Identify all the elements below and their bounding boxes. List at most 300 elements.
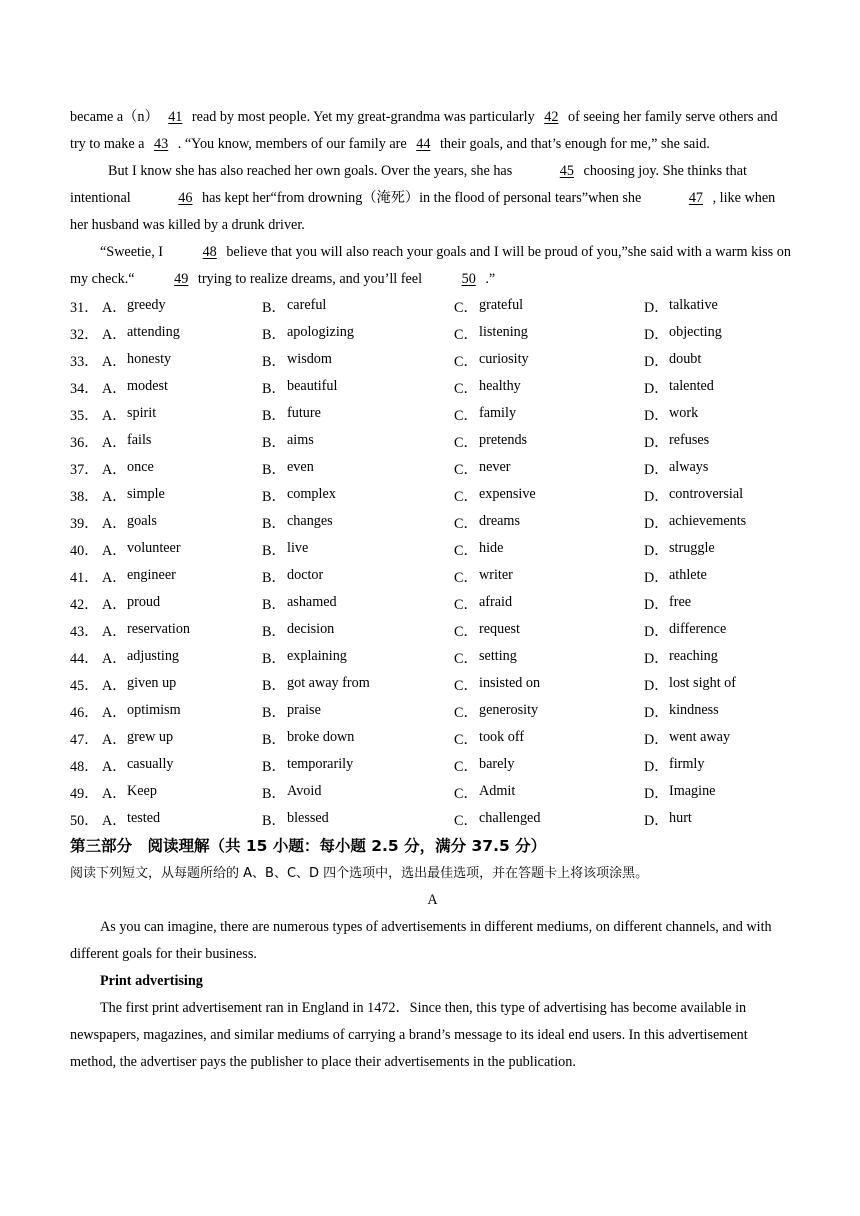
question-number: 37． [70, 461, 99, 478]
blank-45: 45 [559, 163, 574, 179]
option-letter: D． [644, 569, 669, 586]
option-letter: D． [644, 704, 669, 721]
question-number: 41． [70, 569, 99, 586]
option-letter: D． [644, 299, 669, 316]
option-a [102, 675, 262, 695]
option-text: talkative [669, 296, 718, 313]
cloze-paragraph-1: became a（n） 41 read by most people. Yet my great-grandma was particularly 42 of seeing her family serve others and try to make a 43 . “You know, members of our family are 44 their goals, and that’s enough for me,” she said. [70, 104, 795, 158]
question-number: 45． [70, 677, 99, 694]
option-d [644, 297, 784, 317]
option-text: adjusting [127, 647, 180, 664]
option-text: Keep [127, 782, 157, 799]
option-c [454, 621, 644, 641]
option-letter: D． [644, 407, 669, 424]
option-a [102, 297, 262, 317]
option-text: live [287, 539, 309, 556]
option-c [454, 513, 644, 533]
option-text: changes [287, 512, 333, 529]
option-a [102, 567, 262, 587]
cloze-paragraph-3: “Sweetie, I 48 believe that you will also reach your goals and I will be proud of you,”she said with a warm kiss on my check.“ 49 trying to realize dreams, and you’ll feel 50 .” [70, 239, 795, 293]
option-text: Avoid [287, 782, 322, 799]
option-b [262, 567, 454, 587]
option-a [102, 459, 262, 479]
option-letter: D． [644, 650, 669, 667]
option-letter: A． [102, 326, 127, 343]
option-c [454, 432, 644, 452]
option-text: spirit [127, 404, 157, 421]
question-number: 39． [70, 515, 99, 532]
option-c [454, 324, 644, 344]
option-text: healthy [479, 377, 521, 394]
question-row [70, 644, 795, 671]
option-text: once [127, 458, 154, 475]
option-c [454, 756, 644, 776]
option-a [102, 810, 262, 830]
option-text: grew up [127, 728, 174, 745]
option-text: explaining [287, 647, 347, 664]
option-d [644, 378, 784, 398]
option-letter: B． [262, 380, 286, 397]
option-b [262, 405, 454, 425]
option-letter: C． [454, 569, 478, 586]
option-text: work [669, 404, 699, 421]
option-d [644, 621, 784, 641]
option-text: got away from [287, 674, 370, 691]
option-letter: B． [262, 461, 286, 478]
option-a [102, 648, 262, 668]
option-letter: A． [102, 731, 127, 748]
option-letter: A． [102, 434, 127, 451]
option-text: greedy [127, 296, 166, 313]
option-text: grateful [479, 296, 524, 313]
option-text: fails [127, 431, 152, 448]
option-letter: C． [454, 380, 478, 397]
option-text: kindness [669, 701, 719, 718]
option-b [262, 513, 454, 533]
option-b [262, 378, 454, 398]
option-text: hurt [669, 809, 692, 826]
option-letter: A． [102, 812, 127, 829]
option-text: reaching [669, 647, 718, 664]
option-text: expensive [479, 485, 536, 502]
question-row [70, 563, 795, 590]
option-b [262, 324, 454, 344]
option-d [644, 648, 784, 668]
option-letter: C． [454, 596, 478, 613]
option-text: family [479, 404, 517, 421]
option-b [262, 594, 454, 614]
option-text: curiosity [479, 350, 529, 367]
blank-50: 50 [461, 271, 476, 287]
option-letter: A． [102, 380, 127, 397]
option-d [644, 540, 784, 560]
option-d [644, 756, 784, 776]
option-letter: A． [102, 704, 127, 721]
option-letter: D． [644, 326, 669, 343]
option-text: complex [287, 485, 336, 502]
option-text: beautiful [287, 377, 338, 394]
option-c [454, 594, 644, 614]
passage-label: A [427, 892, 438, 908]
option-b [262, 810, 454, 830]
option-text: went away [669, 728, 731, 745]
option-letter: A． [102, 542, 127, 559]
option-a [102, 702, 262, 722]
option-text: request [479, 620, 520, 637]
question-row [70, 347, 795, 374]
option-text: dreams [479, 512, 520, 529]
option-text: wisdom [287, 350, 332, 367]
option-letter: C． [454, 353, 478, 370]
option-b [262, 297, 454, 317]
option-a [102, 540, 262, 560]
option-letter: B． [262, 677, 286, 694]
question-number: 33． [70, 353, 99, 370]
option-d [644, 702, 784, 722]
blank-47: 47 [688, 190, 704, 206]
option-letter: D． [644, 677, 669, 694]
option-text: afraid [479, 593, 513, 610]
option-text: ashamed [287, 593, 337, 610]
blank-44: 44 [416, 136, 431, 152]
question-number: 34． [70, 380, 99, 397]
option-d [644, 513, 784, 533]
question-row [70, 482, 795, 509]
option-text: firmly [669, 755, 705, 772]
option-d [644, 729, 784, 749]
reading-subheading: Print advertising [100, 973, 203, 989]
option-text: attending [127, 323, 180, 340]
option-letter: A． [102, 353, 127, 370]
option-text: Imagine [669, 782, 716, 799]
option-text: struggle [669, 539, 715, 556]
option-text: casually [127, 755, 174, 772]
option-a [102, 432, 262, 452]
option-text: challenged [479, 809, 541, 826]
option-letter: D． [644, 434, 669, 451]
option-text: simple [127, 485, 165, 502]
option-letter: C． [454, 542, 478, 559]
question-row [70, 509, 795, 536]
option-letter: C． [454, 326, 478, 343]
option-letter: D． [644, 488, 669, 505]
question-number: 43． [70, 623, 99, 640]
option-text: doubt [669, 350, 702, 367]
option-letter: C． [454, 407, 478, 424]
option-letter: B． [262, 704, 286, 721]
option-text: never [479, 458, 511, 475]
option-d [644, 432, 784, 452]
question-row [70, 698, 795, 725]
option-a [102, 351, 262, 371]
cloze-options-list [70, 293, 795, 833]
blank-46: 46 [178, 190, 193, 206]
option-letter: D． [644, 596, 669, 613]
option-letter: C． [454, 731, 478, 748]
option-letter: D． [644, 812, 669, 829]
option-text: decision [287, 620, 335, 637]
option-letter: A． [102, 515, 127, 532]
option-letter: D． [644, 353, 669, 370]
option-a [102, 783, 262, 803]
question-number: 32． [70, 326, 99, 343]
question-number: 31． [70, 299, 99, 316]
option-c [454, 729, 644, 749]
option-letter: B． [262, 812, 286, 829]
question-number: 42． [70, 596, 99, 613]
cloze-paragraph-2: But I know she has also reached her own goals. Over the years, she has 45 choosing joy. She thinks that intentional 46 has kept her“from drowning（淹死）in the flood of personal tears”when she 47 , like when her husband was killed by a drunk driver. [70, 158, 795, 239]
question-row [70, 320, 795, 347]
option-letter: B． [262, 650, 286, 667]
option-b [262, 486, 454, 506]
option-text: even [287, 458, 314, 475]
question-row [70, 779, 795, 806]
question-row [70, 806, 795, 833]
question-row [70, 374, 795, 401]
option-d [644, 486, 784, 506]
option-letter: C． [454, 677, 478, 694]
option-text: doctor [287, 566, 324, 583]
option-text: tested [127, 809, 161, 826]
option-text: refuses [669, 431, 710, 448]
option-letter: B． [262, 299, 286, 316]
blank-42: 42 [544, 109, 559, 125]
option-d [644, 405, 784, 425]
option-text: blessed [287, 809, 329, 826]
option-letter: B． [262, 326, 286, 343]
option-text: generosity [479, 701, 539, 718]
option-b [262, 702, 454, 722]
option-text: lost sight of [669, 674, 737, 691]
option-c [454, 567, 644, 587]
option-letter: D． [644, 731, 669, 748]
question-number: 46． [70, 704, 99, 721]
option-letter: B． [262, 353, 286, 370]
option-letter: B． [262, 731, 286, 748]
option-c [454, 810, 644, 830]
option-letter: A． [102, 488, 127, 505]
reading-body-paragraph: The first print advertisement ran in England in 1472．Since then, this type of advertising has become available in newspapers, magazines, and similar mediums of carrying a brand’s message to its ideal end users. In this advertisement method, the advertiser pays the publisher to place their advertisements in the publication. [70, 1000, 748, 1070]
option-letter: C． [454, 488, 478, 505]
reading-intro-paragraph: As you can imagine, there are numerous types of advertisements in different mediums, on different channels, and with different goals for their business. [70, 919, 772, 962]
question-row [70, 428, 795, 455]
option-letter: A． [102, 596, 127, 613]
option-letter: B． [262, 488, 286, 505]
exam-page [70, 104, 795, 1076]
option-c [454, 540, 644, 560]
option-letter: B． [262, 569, 286, 586]
section-3-instruction: 阅读下列短文，从每题所给的 A、B、C、D 四个选项中，选出最佳选项，并在答题卡上将该项涂黑。 [70, 866, 649, 881]
option-text: future [287, 404, 321, 421]
option-letter: A． [102, 677, 127, 694]
option-d [644, 810, 784, 830]
option-text: barely [479, 755, 515, 772]
option-letter: B． [262, 596, 286, 613]
question-row [70, 617, 795, 644]
option-d [644, 459, 784, 479]
option-letter: B． [262, 785, 286, 802]
option-letter: A． [102, 623, 127, 640]
option-c [454, 648, 644, 668]
option-b [262, 621, 454, 641]
option-b [262, 729, 454, 749]
section-3-title: 第三部分 阅读理解（共 15 小题：每小题 2.5 分，满分 37.5 分） [70, 837, 547, 855]
option-text: modest [127, 377, 168, 394]
option-letter: C． [454, 299, 478, 316]
option-text: proud [127, 593, 161, 610]
option-letter: C． [454, 704, 478, 721]
option-letter: C． [454, 515, 478, 532]
option-b [262, 783, 454, 803]
question-number: 38． [70, 488, 99, 505]
option-text: setting [479, 647, 517, 664]
option-d [644, 675, 784, 695]
option-b [262, 432, 454, 452]
blank-41: 41 [168, 109, 183, 125]
option-text: listening [479, 323, 528, 340]
option-letter: A． [102, 299, 127, 316]
option-letter: B． [262, 407, 286, 424]
option-a [102, 729, 262, 749]
option-text: temporarily [287, 755, 354, 772]
option-d [644, 351, 784, 371]
option-text: writer [479, 566, 513, 583]
option-b [262, 459, 454, 479]
option-b [262, 540, 454, 560]
question-row [70, 536, 795, 563]
option-letter: B． [262, 515, 286, 532]
blank-43: 43 [154, 136, 169, 152]
option-c [454, 297, 644, 317]
option-a [102, 594, 262, 614]
option-letter: C． [454, 623, 478, 640]
question-row [70, 590, 795, 617]
option-text: apologizing [287, 323, 354, 340]
option-letter: B． [262, 623, 286, 640]
option-text: controversial [669, 485, 744, 502]
question-row [70, 725, 795, 752]
option-letter: D． [644, 380, 669, 397]
option-letter: D． [644, 623, 669, 640]
option-c [454, 783, 644, 803]
option-text: volunteer [127, 539, 181, 556]
question-row [70, 752, 795, 779]
option-text: objecting [669, 323, 722, 340]
option-a [102, 486, 262, 506]
option-c [454, 378, 644, 398]
blank-48: 48 [202, 244, 217, 260]
option-text: Admit [479, 782, 516, 799]
option-text: careful [287, 296, 327, 313]
question-row [70, 671, 795, 698]
option-b [262, 351, 454, 371]
question-number: 50． [70, 812, 99, 829]
option-letter: A． [102, 569, 127, 586]
option-c [454, 405, 644, 425]
option-c [454, 486, 644, 506]
option-letter: B． [262, 434, 286, 451]
blank-49: 49 [174, 271, 189, 287]
option-letter: A． [102, 650, 127, 667]
option-a [102, 405, 262, 425]
option-letter: A． [102, 407, 127, 424]
option-text: took off [479, 728, 525, 745]
option-text: achievements [669, 512, 747, 529]
option-letter: C． [454, 812, 478, 829]
option-letter: C． [454, 758, 478, 775]
question-number: 44． [70, 650, 99, 667]
option-text: given up [127, 674, 177, 691]
option-text: insisted on [479, 674, 541, 691]
option-letter: A． [102, 461, 127, 478]
option-text: broke down [287, 728, 355, 745]
option-text: hide [479, 539, 504, 556]
option-d [644, 594, 784, 614]
option-letter: C． [454, 650, 478, 667]
option-c [454, 459, 644, 479]
option-text: difference [669, 620, 727, 637]
question-number: 40． [70, 542, 99, 559]
option-letter: D． [644, 758, 669, 775]
option-text: athlete [669, 566, 707, 583]
option-a [102, 324, 262, 344]
option-letter: D． [644, 785, 669, 802]
option-c [454, 702, 644, 722]
option-b [262, 648, 454, 668]
option-a [102, 621, 262, 641]
question-number: 47． [70, 731, 99, 748]
option-text: praise [287, 701, 321, 718]
option-letter: D． [644, 515, 669, 532]
option-letter: C． [454, 461, 478, 478]
option-letter: D． [644, 461, 669, 478]
option-text: pretends [479, 431, 528, 448]
question-number: 49． [70, 785, 99, 802]
option-a [102, 513, 262, 533]
option-text: honesty [127, 350, 172, 367]
option-letter: B． [262, 758, 286, 775]
option-letter: C． [454, 434, 478, 451]
option-c [454, 351, 644, 371]
option-d [644, 783, 784, 803]
question-number: 35． [70, 407, 99, 424]
option-text: aims [287, 431, 314, 448]
question-row [70, 293, 795, 320]
question-row [70, 401, 795, 428]
option-text: optimism [127, 701, 181, 718]
option-text: engineer [127, 566, 176, 583]
option-text: free [669, 593, 692, 610]
option-letter: D． [644, 542, 669, 559]
option-c [454, 675, 644, 695]
option-d [644, 324, 784, 344]
question-row [70, 455, 795, 482]
question-number: 48． [70, 758, 99, 775]
option-b [262, 756, 454, 776]
option-text: goals [127, 512, 157, 529]
option-d [644, 567, 784, 587]
option-letter: C． [454, 785, 478, 802]
option-letter: A． [102, 785, 127, 802]
option-b [262, 675, 454, 695]
option-text: always [669, 458, 709, 475]
option-text: talented [669, 377, 714, 394]
question-number: 36． [70, 434, 99, 451]
option-a [102, 378, 262, 398]
option-letter: B． [262, 542, 286, 559]
option-text: reservation [127, 620, 191, 637]
option-letter: A． [102, 758, 127, 775]
